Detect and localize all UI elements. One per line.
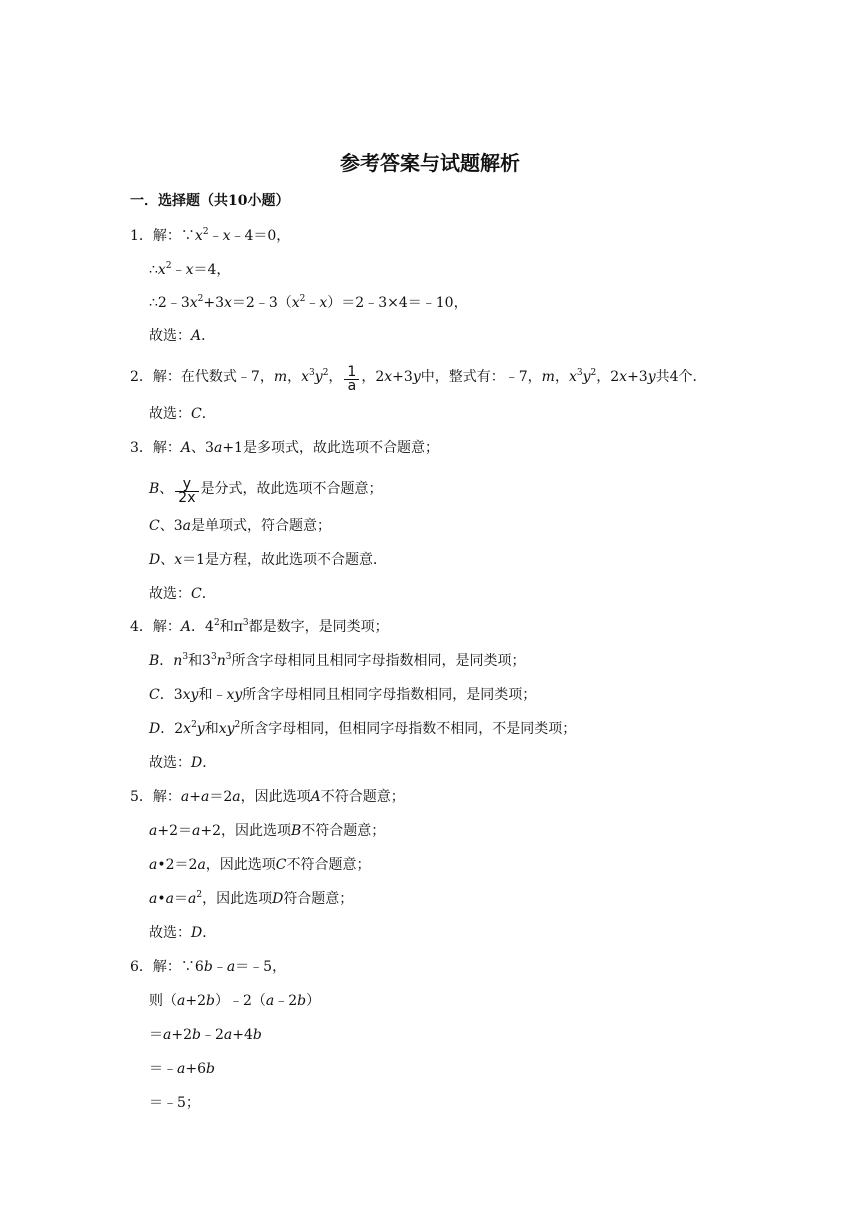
q1-answer: 故选：A． — [149, 328, 216, 344]
q6-line-3: ＝a+2b﹣2a+4b — [149, 1027, 262, 1043]
fraction-y-over-2x: $\frac{y}{2x}$ — [175, 478, 198, 505]
q4-answer: 故选：D． — [149, 755, 217, 771]
q3-line-3: C、3a是单项式，符合题意； — [149, 518, 331, 534]
q4-line-3: C．3xy和﹣xy所含字母相同且相同字母指数相同，是同类项； — [149, 687, 537, 703]
q1-line-2: $\therefore x^2﹣x=4$， — [149, 261, 231, 278]
q3-answer: 故选：C． — [149, 586, 216, 602]
q5-line-4: $a•a=a^2$，因此选项D符合题意； — [149, 890, 354, 907]
q6-line-1: 6．解：∵6b﹣a＝﹣5， — [130, 959, 287, 975]
q1-line-1: 1．解：$\because x^2﹣x﹣4=0$， — [130, 227, 291, 244]
q2-line-1: 2．解：在代数式﹣7，m，$x^3y^2$， $\frac{1}{a}$ ，2x+3y中，整式有：﹣7，m，$x^3y^2$，2x+3y共4个． — [130, 364, 707, 394]
q4-line-1: 4．解：A．$4^2$和$\pi^3$都是数字，是同类项； — [130, 618, 389, 635]
q4-line-4: D．$2x^2y$和$xy^2$所含字母相同，但相同字母指数不相同，不是同类项； — [149, 720, 577, 737]
q4-line-2: B．$n^3$和$3^3n^3$所含字母相同且相同字母指数相同，是同类项； — [149, 652, 526, 669]
q3-line-1: 3．解：A、3a+1是多项式，故此选项不合题意； — [130, 440, 439, 456]
page-title: 参考答案与试题解析 — [340, 151, 520, 175]
q3-line-2: B、 $\frac{y}{2x}$ 是分式，故此选项不合题意； — [149, 476, 383, 506]
q5-line-3: a•2＝2a，因此选项C不符合题意； — [149, 857, 371, 873]
q5-answer: 故选：D． — [149, 925, 217, 941]
q6-line-4: ＝﹣a+6b — [149, 1061, 215, 1077]
q3-line-4: D、x＝1是方程，故此选项不合题意． — [149, 552, 388, 568]
q6-line-5: ＝﹣5； — [149, 1095, 200, 1111]
q2-answer: 故选：C． — [149, 406, 216, 422]
q5-line-1: 5．解：a+a＝2a，因此选项A不符合题意； — [130, 789, 405, 805]
fraction-1-over-a: $\frac{1}{a}$ — [344, 366, 359, 393]
section-heading: 一．选择题（共10小题） — [130, 193, 290, 209]
q1-line-3: $\therefore 2﹣3x^2+3x=2﹣3(x^2﹣x)=2﹣3\times 4=﹣10$， — [149, 294, 468, 311]
q5-line-2: a+2＝a+2，因此选项B不符合题意； — [149, 823, 386, 839]
q6-line-2: 则（a+2b）﹣2（a﹣2b） — [149, 993, 321, 1009]
